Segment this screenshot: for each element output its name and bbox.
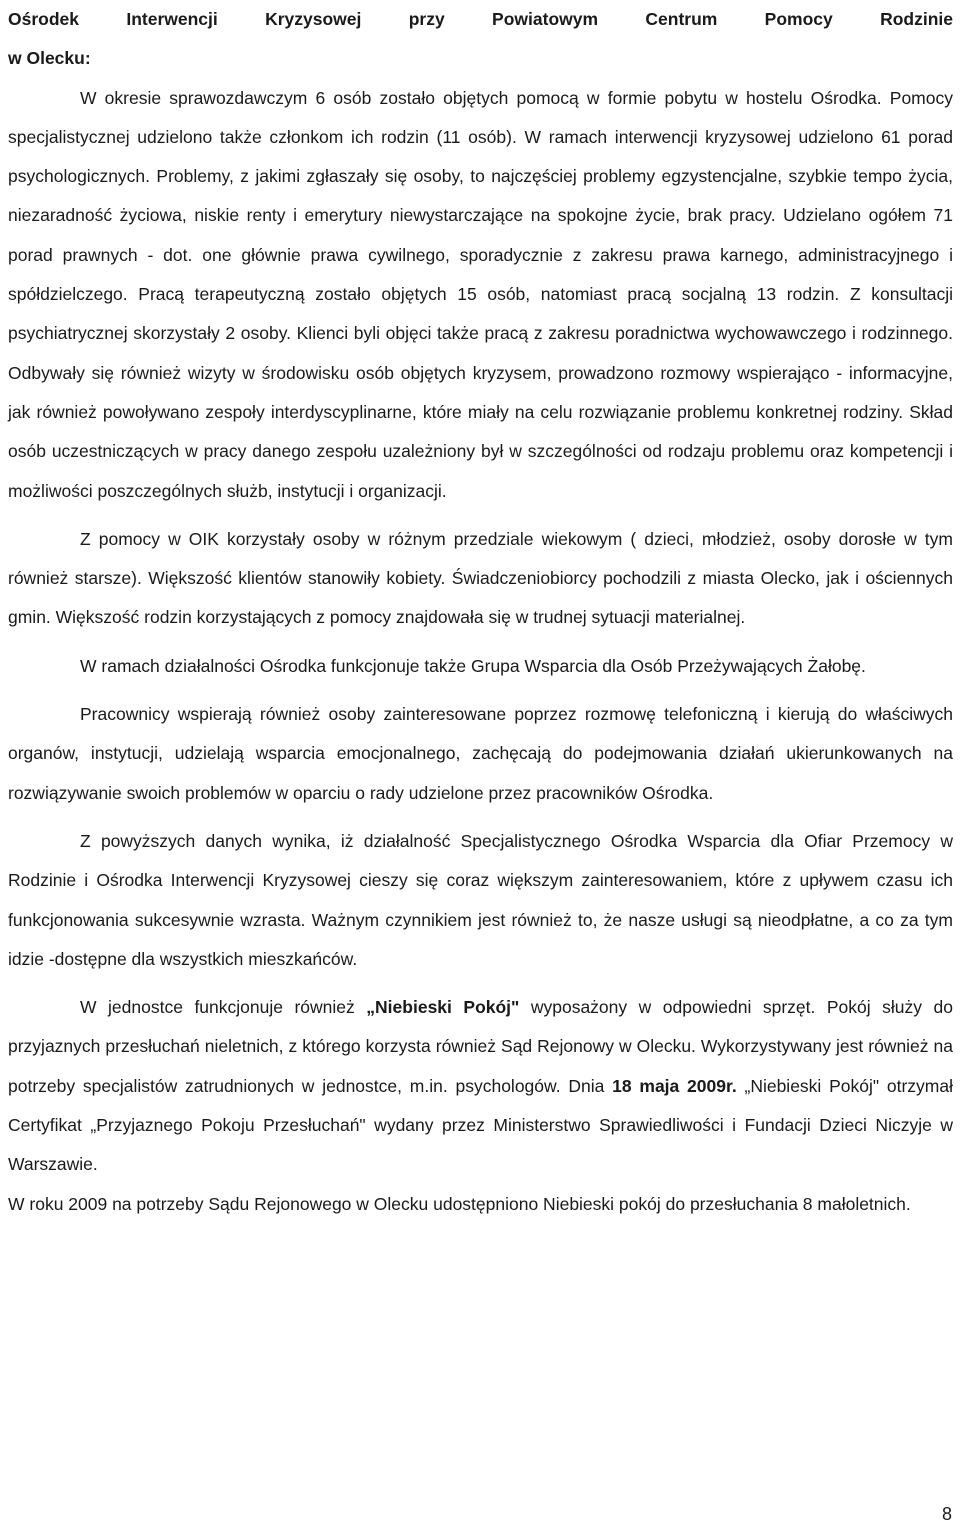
section-heading-line1: Ośrodek Interwencji Kryzysowej przy Powiatowym Centrum Pomocy Rodzinie (8, 9, 953, 29)
paragraph-blue-room (8, 988, 953, 1184)
section-heading-line2: w Olecku: (8, 48, 91, 69)
blue-room-text-2: wyposażony w odpowiedni sprzęt. Pokój służy do przyjaznych przesłuchań nieletnich, z którego korzysta również Sąd Rejonowy w Olecku. Wykorzystywany jest również na potrzeby specjalistów zatrudnionych w jednostce, m.in. psychologów. Dnia (8, 997, 953, 1096)
paragraph-hearings-2009: W roku 2009 na potrzeby Sądu Rejonowego w Olecku udostępniono Niebieski pokój do przesłuchania 8 małoletnich. (8, 1193, 911, 1214)
page-content (8, 0, 953, 1224)
paragraph-phone-support: Pracownicy wspierają również osoby zainteresowane poprzez rozmowę telefoniczną i kierują do właściwych organów, instytucji, udzielają wsparcia emocjonalnego, zachęcają do podejmowania działań ukierunkowanych na rozwiązywanie swoich problemów w oparciu o rady udzielone przez pracowników Ośrodka. (8, 704, 953, 803)
paragraph-support-group: W ramach działalności Ośrodka funkcjonuje także Grupa Wsparcia dla Osób Przeżywających Żałobę. (80, 655, 866, 676)
blue-room-text-3: „Niebieski Pokój" otrzymał Certyfikat „Przyjaznego Pokoju Przesłuchań" wydany przez Ministerstwo Sprawiedliwości i Fundacji Dzieci Niczyje w Warszawie. (8, 1075, 954, 1175)
blue-room-text-1: W jednostce funkcjonuje również (80, 997, 367, 1018)
paragraph-clients: Z pomocy w OIK korzystały osoby w różnym przedziale wiekowym ( dzieci, młodzież, osoby dorosłe w tym również starsze). Większość klientów stanowiły kobiety. Świadczeniobiorcy pochodzili z miasta Olecko, jak i ościennych gmin. Większość rodzin korzystających z pomocy znajdowała się w trudnej sytuacji materialnej. (8, 528, 953, 628)
paragraph-conclusion: Z powyższych danych wynika, iż działalność Specjalistycznego Ośrodka Wsparcia dla Ofiar Przemocy w Rodzinie i Ośrodka Interwencji Kryzysowej cieszy się coraz większym zainteresowaniem, które z upływem czasu ich funkcjonowania sukcesywnie wzrasta. Ważnym czynnikiem jest również to, że nasze usługi są nieodpłatne, a co za tym idzie -dostępne dla wszystkich mieszkańców. (8, 830, 953, 969)
paragraph-hostel-and-counseling: W okresie sprawozdawczym 6 osób zostało objętych pomocą w formie pobytu w hostelu Ośrodka. Pomocy specjalistycznej udzielono także członkom ich rodzin (11 osób). W ramach interwencji kryzysowej udzielono 61 porad psychologicznych. Problemy, z jakimi zgłaszały się osoby, to najczęściej problemy egzystencjalne, szybkie tempo życia, niezaradność życiowa, niskie renty i emerytury niewystarczające na spokojne życie, brak pracy. Udzielano ogółem 71 porad prawnych - dot. one głównie prawa cywilnego, sporadycznie z zakresu prawa karnego, administracyjnego i spółdzielczego. Pracą terapeutyczną zostało objętych 15 osób, natomiast pracą socjalną 13 rodzin. Z konsultacji psychiatrycznej skorzystały 2 osoby. Klienci byli objęci także pracą z zakresu poradnictwa wychowawczego i rodzinnego. Odbywały się również wizyty w środowisku osób objętych kryzysem, prowadzono rozmowy wspierająco - informacyjne, jak również powoływano zespoły interdyscyplinarne, które miały na celu rozwiązanie problemu konkretnej rodziny. Skład osób uczestniczących w pracy danego zespołu uzależniony był w szczególności od rodzaju problemu oraz kompetencji i możliwości poszczególnych służb, instytucji i organizacji. (8, 87, 953, 501)
blue-room-name: „Niebieski Pokój" (366, 997, 520, 1018)
page-number: 8 (941, 1504, 952, 1524)
certificate-date: 18 maja 2009r. (612, 1075, 737, 1096)
